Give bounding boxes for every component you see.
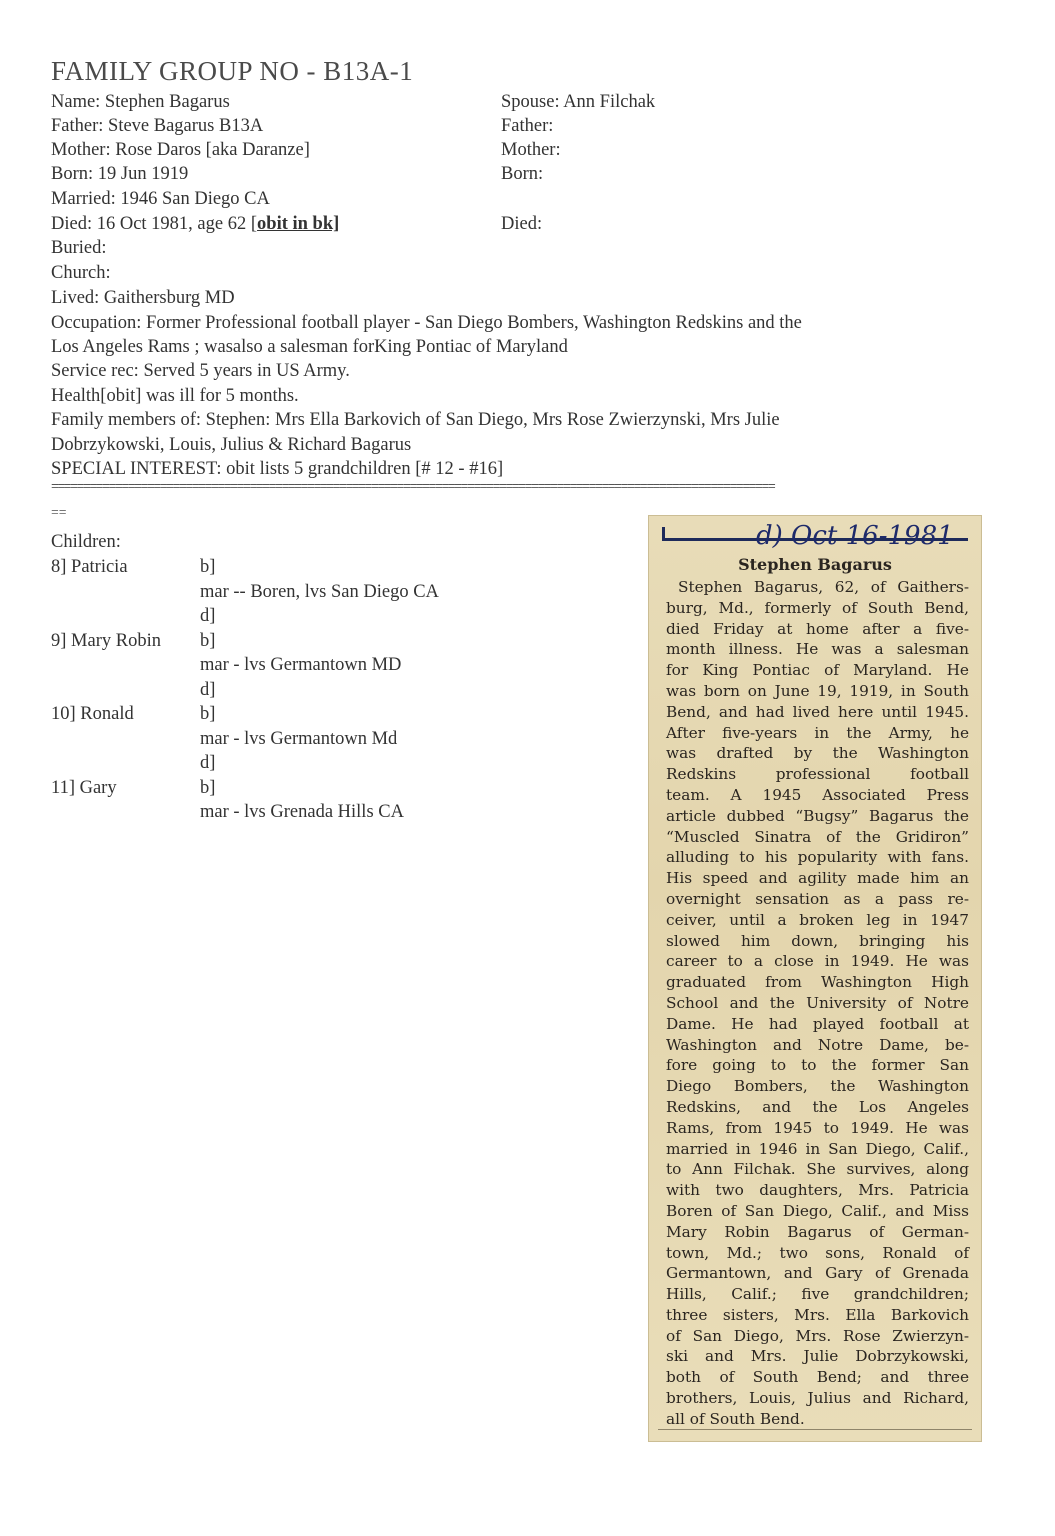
- obituary-line: town, Md.; two sons, Ronald of: [666, 1243, 969, 1262]
- obituary-line: all of South Bend.: [666, 1409, 805, 1428]
- clipping-edge: [658, 1429, 972, 1430]
- spouse-died-field: Died:: [501, 214, 543, 234]
- special-interest: SPECIAL INTEREST: obit lists 5 grandchildren [# 12 - #16]: [51, 459, 504, 479]
- obituary-line: ceiver, until a broken leg in 1947: [666, 910, 969, 929]
- obituary-line: Stephen Bagarus, 62, of Gaithers-: [678, 578, 969, 596]
- died-field: [51, 212, 339, 236]
- obituary-line: Washington and Notre Dame, be-: [666, 1035, 969, 1054]
- obituary-line: graduated from Washington High: [666, 973, 969, 992]
- child-died: d]: [200, 606, 216, 626]
- child-married: mar - lvs Grenada Hills CA: [200, 802, 404, 822]
- child-born: b]: [200, 631, 216, 651]
- obituary-line: Mary Robin Bagarus of German-: [666, 1222, 969, 1241]
- spouse-field: Spouse: Ann Filchak: [501, 92, 656, 112]
- child-name: 8] Patricia: [51, 557, 128, 577]
- obituary-line: Germantown, and Gary of Grenada: [666, 1264, 969, 1283]
- obituary-line: School and the University of Notre: [666, 993, 969, 1012]
- page-title: FAMILY GROUP NO - B13A-1: [51, 56, 414, 86]
- church-field: Church:: [51, 263, 111, 283]
- spouse-born-field: Born:: [501, 164, 544, 184]
- obituary-headline: Stephen Bagarus: [738, 555, 892, 574]
- child-name: 10] Ronald: [51, 704, 134, 724]
- obituary-line: article dubbed “Bugsy” Bagarus the: [666, 806, 969, 825]
- obituary-line: Redskins, and the Los Angeles: [666, 1097, 969, 1116]
- occupation-line-2: Los Angeles Rams ; wasalso a salesman forKing Pontiac of Maryland: [51, 337, 568, 357]
- health-field: Health[obit] was ill for 5 months.: [51, 386, 299, 406]
- obituary-line: with two daughters, Mrs. Patricia: [666, 1181, 969, 1200]
- married-field: Married: 1946 San Diego CA: [51, 189, 270, 209]
- obituary-line: overnight sensation as a pass re-: [666, 889, 969, 908]
- divider-tail: ==: [51, 505, 67, 520]
- obituary-line: team. A 1945 Associated Press: [666, 785, 969, 804]
- obituary-line: Bend, and had lived here until 1945.: [666, 702, 969, 721]
- obituary-line: was drafted by the Washington: [666, 744, 969, 763]
- name-field: Name: Stephen Bagarus: [51, 92, 230, 112]
- child-name: 11] Gary: [51, 778, 117, 798]
- handwritten-date: d) Oct 16-1981: [756, 521, 954, 551]
- obituary-line: His speed and agility made him an: [666, 869, 969, 888]
- child-born: b]: [200, 704, 216, 724]
- child-married: mar - lvs Germantown Md: [200, 729, 398, 749]
- obituary-line: Dame. He had played football at: [666, 1014, 969, 1033]
- obituary-line: both of South Bend; and three: [666, 1368, 969, 1387]
- obituary-clipping: [648, 515, 982, 1442]
- lived-field: Lived: Gaithersburg MD: [51, 288, 235, 308]
- died-text: Died: 16 Oct 1981, age 62 [: [51, 214, 258, 234]
- obituary-body: [666, 577, 969, 1430]
- children-label: Children:: [51, 532, 121, 552]
- child-died: d]: [200, 680, 216, 700]
- obituary-line: month illness. He was a salesman: [666, 640, 969, 659]
- obituary-line: Hills, Calif.; five grandchildren;: [666, 1285, 969, 1304]
- obituary-line: married in 1946 in San Diego, Calif.,: [666, 1139, 969, 1158]
- spouse-father-field: Father:: [501, 116, 554, 136]
- obituary-line: burg, Md., formerly of South Bend,: [666, 598, 969, 617]
- buried-field: Buried:: [51, 238, 107, 258]
- obituary-line: Boren of San Diego, Calif., and Miss: [666, 1201, 969, 1220]
- child-married: mar -- Boren, lvs San Diego CA: [200, 582, 439, 602]
- obituary-line: career to a close in 1949. He was: [666, 952, 969, 971]
- obituary-line: died Friday at home after a five-: [666, 619, 969, 638]
- obituary-line: Rams, from 1945 to 1949. He was: [666, 1118, 969, 1137]
- obituary-line: ski and Mrs. Julie Dobrzykowski,: [666, 1347, 969, 1366]
- obituary-line: “Muscled Sinatra of the Gridiron”: [666, 827, 969, 846]
- father-field: Father: Steve Bagarus B13A: [51, 116, 264, 136]
- family-line-1: Family members of: Stephen: Mrs Ella Barkovich of San Diego, Mrs Rose Zwierzynski, Mrs Julie: [51, 410, 780, 430]
- mother-field: Mother: Rose Daros [aka Daranze]: [51, 140, 310, 160]
- obituary-line: three sisters, Mrs. Ella Barkovich: [666, 1305, 969, 1324]
- obituary-line: Diego Bombers, the Washington: [666, 1077, 969, 1096]
- obituary-line: slowed him down, bringing his: [666, 931, 969, 950]
- obituary-line: for King Pontiac of Maryland. He: [666, 661, 969, 680]
- child-name: 9] Mary Robin: [51, 631, 161, 651]
- obituary-line: to Ann Filchak. She survives, along: [666, 1160, 969, 1179]
- family-line-2: Dobrzykowski, Louis, Julius & Richard Bagarus: [51, 435, 412, 455]
- child-born: b]: [200, 557, 216, 577]
- child-born: b]: [200, 778, 216, 798]
- spouse-mother-field: Mother:: [501, 140, 561, 160]
- obituary-line: After five-years in the Army, he: [666, 723, 969, 742]
- obituary-line: Redskins professional football: [666, 765, 969, 784]
- obituary-line: of San Diego, Mrs. Rose Zwierzyn-: [666, 1326, 969, 1345]
- born-field: Born: 19 Jun 1919: [51, 164, 189, 184]
- service-field: Service rec: Served 5 years in US Army.: [51, 361, 350, 381]
- occupation-line-1: Occupation: Former Professional football player - San Diego Bombers, Washington Redskins and the: [51, 313, 802, 333]
- child-died: d]: [200, 753, 216, 773]
- obituary-line: brothers, Louis, Julius and Richard,: [666, 1389, 969, 1408]
- obituary-line: fore going to to the former San: [666, 1056, 969, 1075]
- obit-link[interactable]: obit in bk]: [257, 214, 340, 234]
- child-married: mar - lvs Germantown MD: [200, 655, 402, 675]
- obituary-line: was born on June 19, 1919, in South: [666, 681, 969, 700]
- divider: =================================================================================================================: [51, 480, 775, 494]
- obituary-line: alluding to his popularity with fans.: [666, 848, 969, 867]
